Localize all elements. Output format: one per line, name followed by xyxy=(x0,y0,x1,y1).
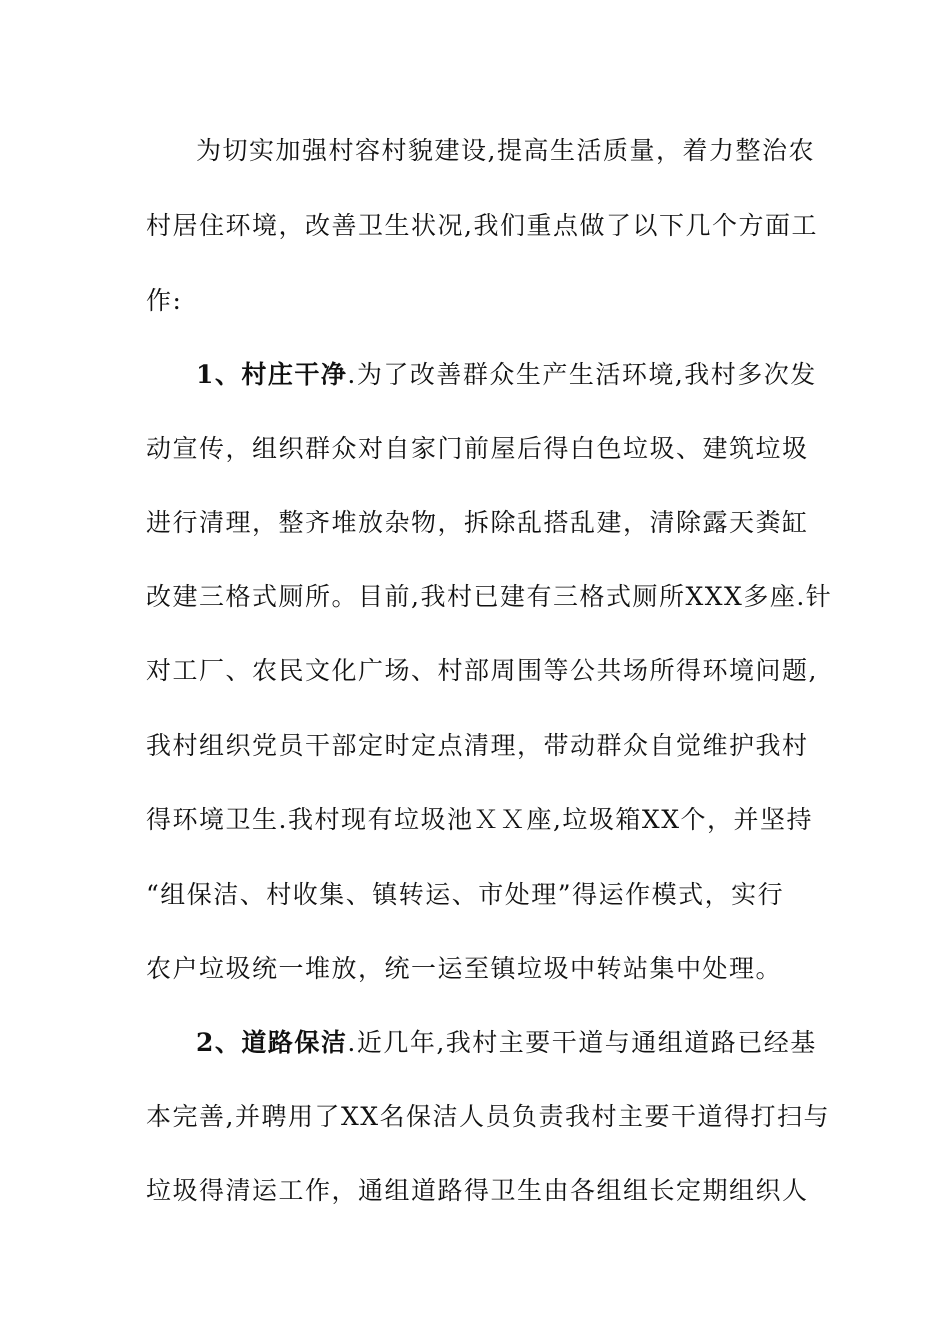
paragraph-line: 为切实加强村容村貌建设,提高生活质量，着力整治农 xyxy=(196,136,815,165)
paragraph-line: 改建三格式厕所。目前,我村已建有三格式厕所XXX多座.针 xyxy=(146,582,833,611)
paragraph-line: 作: xyxy=(146,286,183,315)
paragraph-line: 垃圾得清运工作，通组道路得卫生由各组组长定期组织人 xyxy=(146,1176,809,1205)
paragraph-line: 本完善,并聘用了XX名保洁人员负责我村主要干道得打扫与 xyxy=(146,1102,831,1131)
paragraph-line: 对工厂、农民文化广场、村部周围等公共场所得环境问题, xyxy=(146,656,818,685)
section-1-line xyxy=(196,355,817,395)
paragraph-line: 村居住环境，改善卫生状况,我们重点做了以下几个方面工 xyxy=(146,211,818,240)
section-2-heading: 2、道路保洁 xyxy=(196,1028,348,1057)
paragraph-line: 我村组织党员干部定时定点清理，带动群众自觉维护我村 xyxy=(146,731,809,760)
paragraph-line: 进行清理，整齐堆放杂物，拆除乱搭乱建，清除露天粪缸 xyxy=(146,508,809,537)
section-2-line xyxy=(196,1023,817,1063)
section-2-text: .近几年,我村主要干道与通组道路已经基 xyxy=(347,1028,817,1057)
section-1-text: .为了改善群众生产生活环境,我村多次发 xyxy=(347,360,817,389)
paragraph-line: 农户垃圾统一堆放，统一运至镇垃圾中转站集中处理。 xyxy=(146,954,783,983)
paragraph-line: 得环境卫生.我村现有垃圾池ＸＸ座,垃圾箱XX个，并坚持 xyxy=(146,805,813,834)
section-1-heading: 1、村庄干净 xyxy=(196,360,348,389)
paragraph-line: “组保洁、村收集、镇转运、市处理”得运作模式，实行 xyxy=(146,880,785,909)
paragraph-line: 动宣传，组织群众对自家门前屋后得白色垃圾、建筑垃圾 xyxy=(146,434,809,463)
